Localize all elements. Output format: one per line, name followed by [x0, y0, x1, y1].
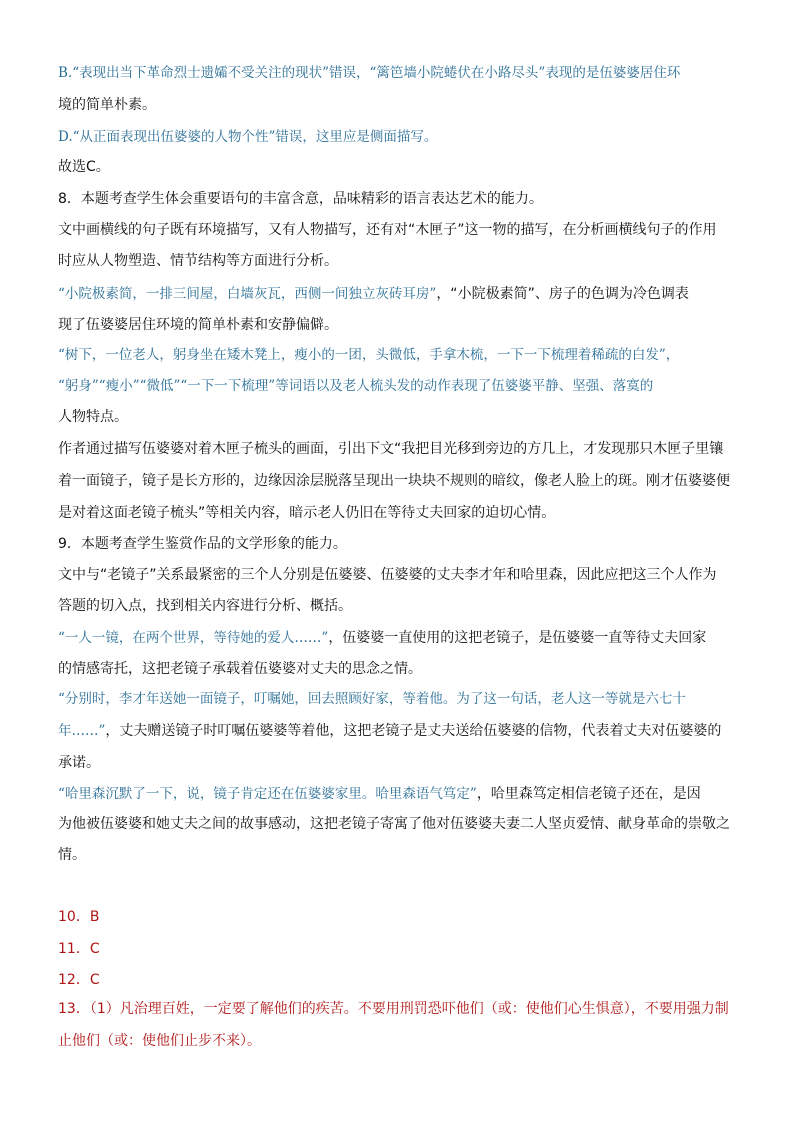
answer-line [58, 285, 748, 303]
answer-line: “树下，一位老人，躬身坐在矮木凳上，瘦小的一团，头微低，手拿木梳，一下一下梳理着稀疏的白发”， [58, 347, 680, 363]
answer-line: “躬身”“瘦小”“微低”“一下一下梳理”等词语以及老人梳头发的动作表现了伍婆婆平静、坚强、落寞的 [58, 378, 654, 394]
answer-line: 答题的切入点，找到相关内容进行分析、概括。 [58, 598, 352, 614]
answer-line [58, 629, 748, 647]
answer-line: 故选C。 [58, 159, 110, 175]
answer-line: 作者通过描写伍婆婆对着木匣子梳头的画面，引出下文“我把目光移到旁边的方几上，才发现那只木匣子里镶 [58, 441, 724, 457]
answer-line [58, 722, 748, 740]
question-heading: 8．本题考查学生体会重要语句的丰富含意，品味精彩的语言表达艺术的能力。 [58, 191, 543, 207]
answer-line: “分别时，李才年送她一面镜子，叮嘱她，回去照顾好家，等着他。为了这一句话，老人这一等就是六七十 [58, 691, 686, 707]
quoted-text: “小院极素简，一排三间屋，白墙灰瓦，西侧一间独立灰砖耳房” [58, 286, 437, 302]
answer-line: 为他被伍婆婆和她丈夫之间的故事感动，这把老镜子寄寓了他对伍婆婆夫妻二人坚贞爱情、献身革命的崇敬之 [58, 816, 730, 832]
answer-line: 止他们（或：使他们止步不来）。 [58, 1033, 261, 1049]
quoted-text: “一人一镜，在两个世界，等待她的爱人……” [58, 630, 329, 646]
analysis-text: ，哈里森笃定相信老镜子还在，是因 [476, 786, 701, 802]
answer-line: 着一面镜子，镜子是长方形的，边缘因涂层脱落呈现出一块块不规则的暗纹，像老人脸上的斑。刚才伍婆婆便 [58, 473, 730, 489]
answer-line: 的情感寄托，这把老镜子承载着伍婆婆对丈夫的思念之情。 [58, 661, 422, 677]
analysis-text: ，伍婆婆一直使用的这把老镜子，是伍婆婆一直等待丈夫回家 [328, 630, 707, 646]
answer-line: 境的简单朴素。 [58, 97, 156, 113]
answer-line: 时应从人物塑造、情节结构等方面进行分析。 [58, 253, 338, 269]
answer-line: 是对着这面老镜子梳头”等相关内容，暗示老人仍旧在等待丈夫回家的迫切心情。 [58, 505, 556, 521]
analysis-text: ，“小院极素简”、房子的色调为冷色调表 [436, 286, 689, 302]
answer-line [58, 785, 748, 803]
answer-line: D.“从正面表现出伍婆婆的人物个性”错误，这里应是侧面描写。 [58, 129, 438, 145]
analysis-text: ，丈夫赠送镜子时叮嘱伍婆婆等着他，这把老镜子是丈夫送给伍婆婆的信物，代表着丈夫对伍婆婆的 [105, 723, 722, 739]
answer-line: 文中画横线的句子既有环境描写，又有人物描写，还有对“木匣子”这一物的描写，在分析画横线句子的作用 [58, 222, 717, 238]
answer-line: 13．（1）凡治理百姓，一定要了解他们的疾苦。不要用刑罚恐吓他们（或：使他们心生惧意），不要用强力制 [58, 1001, 729, 1017]
answer-line: 人物特点。 [58, 409, 128, 425]
answer-line: 承诺。 [58, 755, 100, 771]
quoted-text: 年……” [58, 723, 106, 739]
answer-key: 10．B [58, 909, 100, 925]
answer-line: 文中与“老镜子”关系最紧密的三个人分别是伍婆婆、伍婆婆的丈夫李才年和哈里森，因此应把这三个人作为 [58, 567, 717, 583]
answer-key: 11．C [58, 941, 100, 957]
question-heading: 9．本题考查学生鉴赏作品的文学形象的能力。 [58, 536, 347, 552]
answer-line: 情。 [58, 847, 86, 863]
quoted-text: “哈里森沉默了一下，说，镜子肯定还在伍婆婆家里。哈里森语气笃定” [58, 786, 477, 802]
answer-line: B.“表现出当下革命烈士遗孀不受关注的现状”错误，“篱笆墙小院蜷伏在小路尽头”表现的是伍婆婆居住环 [58, 65, 681, 81]
answer-line: 现了伍婆婆居住环境的简单朴素和安静偏僻。 [58, 317, 338, 333]
answer-key: 12．C [58, 972, 100, 988]
